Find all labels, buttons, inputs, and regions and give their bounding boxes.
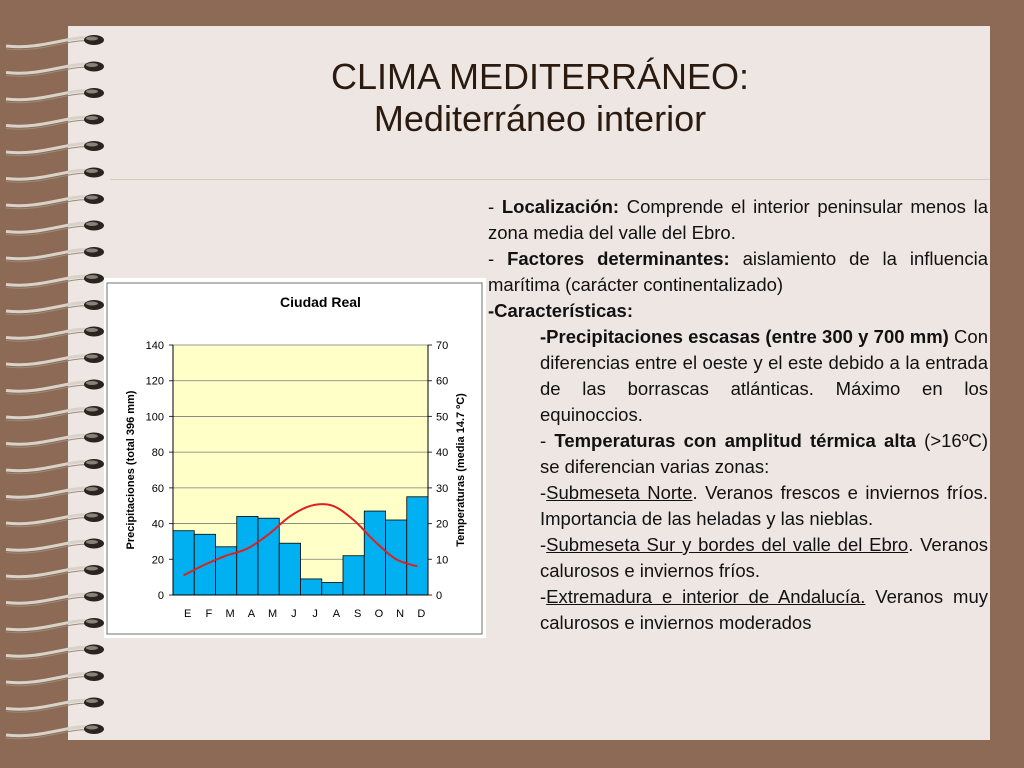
spiral-ring xyxy=(6,698,104,713)
right-tick-label: 20 xyxy=(436,518,449,531)
precipitation-bar xyxy=(173,531,194,595)
spiral-ring xyxy=(6,327,104,342)
spiral-ring xyxy=(6,115,104,130)
label-localizacion: Localización: xyxy=(501,196,620,217)
spiral-ring xyxy=(6,274,104,289)
zone-submeseta-sur: Submeseta Sur y bordes del valle del Ebro xyxy=(546,534,909,555)
spiral-ring xyxy=(6,62,104,77)
month-label: A xyxy=(247,608,256,620)
month-label: M xyxy=(268,608,278,620)
month-label: A xyxy=(332,608,341,620)
month-label: M xyxy=(225,608,235,620)
spiral-ring xyxy=(6,221,104,236)
precipitation-bar xyxy=(301,579,322,595)
paragraph-submeseta-sur: -Submeseta Sur y bordes del valle del Ebro. Veranos calurosos e inviernos fríos. xyxy=(540,534,988,581)
left-tick-label: 100 xyxy=(145,411,164,424)
spiral-ring xyxy=(6,247,104,262)
month-label: O xyxy=(374,608,384,620)
left-tick-label: 20 xyxy=(151,554,164,567)
spiral-ring xyxy=(6,565,104,580)
spiral-ring xyxy=(6,671,104,686)
left-tick-label: 120 xyxy=(145,375,164,388)
right-tick-label: 50 xyxy=(436,411,449,424)
left-tick-label: 60 xyxy=(151,482,164,495)
precipitation-bar xyxy=(322,583,343,596)
label-caracteristicas: -Características: xyxy=(488,300,633,321)
right-tick-label: 10 xyxy=(436,554,449,567)
label-precipitaciones: -Precipitaciones escasas (entre 300 y 700 mm) xyxy=(540,326,949,347)
precipitation-bar xyxy=(343,556,364,595)
title-line-1: CLIMA MEDITERRÁNEO: xyxy=(330,56,750,97)
spiral-ring xyxy=(6,724,104,739)
right-tick-label: 0 xyxy=(436,590,443,602)
paragraph-caracteristicas xyxy=(488,298,988,324)
spiral-ring xyxy=(6,35,104,50)
spiral-ring xyxy=(6,300,104,315)
right-tick-label: 30 xyxy=(436,482,449,495)
slide-title xyxy=(150,56,930,140)
spiral-ring xyxy=(6,353,104,368)
paragraph-extremadura: -Extremadura e interior de Andalucía. Veranos muy calurosos e inviernos moderados xyxy=(540,586,988,633)
left-tick-label: 40 xyxy=(151,518,164,531)
climate-chart xyxy=(104,278,486,638)
spiral-ring xyxy=(6,168,104,183)
spiral-binding xyxy=(0,0,120,768)
body-text xyxy=(488,194,988,636)
right-tick-label: 60 xyxy=(436,375,449,388)
paragraph-temperaturas: - Temperaturas con amplitud térmica alta (>16ºC) se diferencian varias zonas: xyxy=(540,430,988,477)
precipitation-bar xyxy=(386,520,407,595)
spiral-ring xyxy=(6,433,104,448)
spiral-ring xyxy=(6,592,104,607)
spiral-ring xyxy=(6,486,104,501)
month-label: J xyxy=(312,608,318,620)
climograma-svg xyxy=(104,278,486,638)
chart-title: Ciudad Real xyxy=(280,294,361,310)
precipitation-bar xyxy=(279,543,300,595)
title-line-2: Mediterráneo interior xyxy=(373,98,707,139)
zone-extremadura: Extremadura e interior de Andalucía. xyxy=(546,586,866,607)
spiral-ring xyxy=(6,194,104,209)
zone-submeseta-norte: Submeseta Norte xyxy=(546,482,693,503)
month-label: F xyxy=(205,608,213,620)
left-tick-label: 0 xyxy=(157,590,164,602)
spiral-ring xyxy=(6,88,104,103)
spiral-ring xyxy=(6,512,104,527)
paragraph-factores: - Factores determinantes: aislamiento de la influencia marítima (carácter continentalizado) xyxy=(488,248,988,295)
month-label: N xyxy=(396,608,405,620)
month-label: S xyxy=(353,608,362,620)
right-axis-label: Temperaturas (media 14.7 ºC) xyxy=(455,393,467,547)
label-temperaturas: Temperaturas con amplitud térmica alta xyxy=(554,430,916,451)
spiral-ring xyxy=(6,539,104,554)
precipitation-bar xyxy=(364,511,385,595)
precipitation-bar xyxy=(407,497,428,595)
spiral-ring xyxy=(6,380,104,395)
label-factores: Factores determinantes: xyxy=(507,248,730,269)
month-label: E xyxy=(183,608,192,620)
month-label: J xyxy=(291,608,297,620)
left-tick-label: 80 xyxy=(151,447,164,460)
right-tick-label: 70 xyxy=(436,340,449,352)
precipitation-bar xyxy=(237,516,258,595)
spiral-ring xyxy=(6,406,104,421)
right-tick-label: 40 xyxy=(436,447,449,460)
spiral-ring xyxy=(6,618,104,633)
title-divider xyxy=(110,179,990,180)
left-axis-label: Precipitaciones (total 396 mm) xyxy=(125,390,137,550)
spiral-ring xyxy=(6,141,104,156)
paragraph-precipitaciones: -Precipitaciones escasas (entre 300 y 700 mm) Con diferencias entre el oeste y el este debido a la entrada de las borrascas atlánticas. Máximo en los equinoccios. xyxy=(540,326,988,425)
left-tick-label: 140 xyxy=(145,340,164,352)
month-label: D xyxy=(417,608,426,620)
spiral-ring xyxy=(6,645,104,660)
precipitation-bar xyxy=(258,518,279,595)
paragraph-localizacion: - Localización: Comprende el interior peninsular menos la zona media del valle del Ebro. xyxy=(488,196,988,243)
spiral-ring xyxy=(6,459,104,474)
paragraph-submeseta-norte: -Submeseta Norte. Veranos frescos e inviernos fríos. Importancia de las heladas y las nieblas. xyxy=(540,482,988,529)
